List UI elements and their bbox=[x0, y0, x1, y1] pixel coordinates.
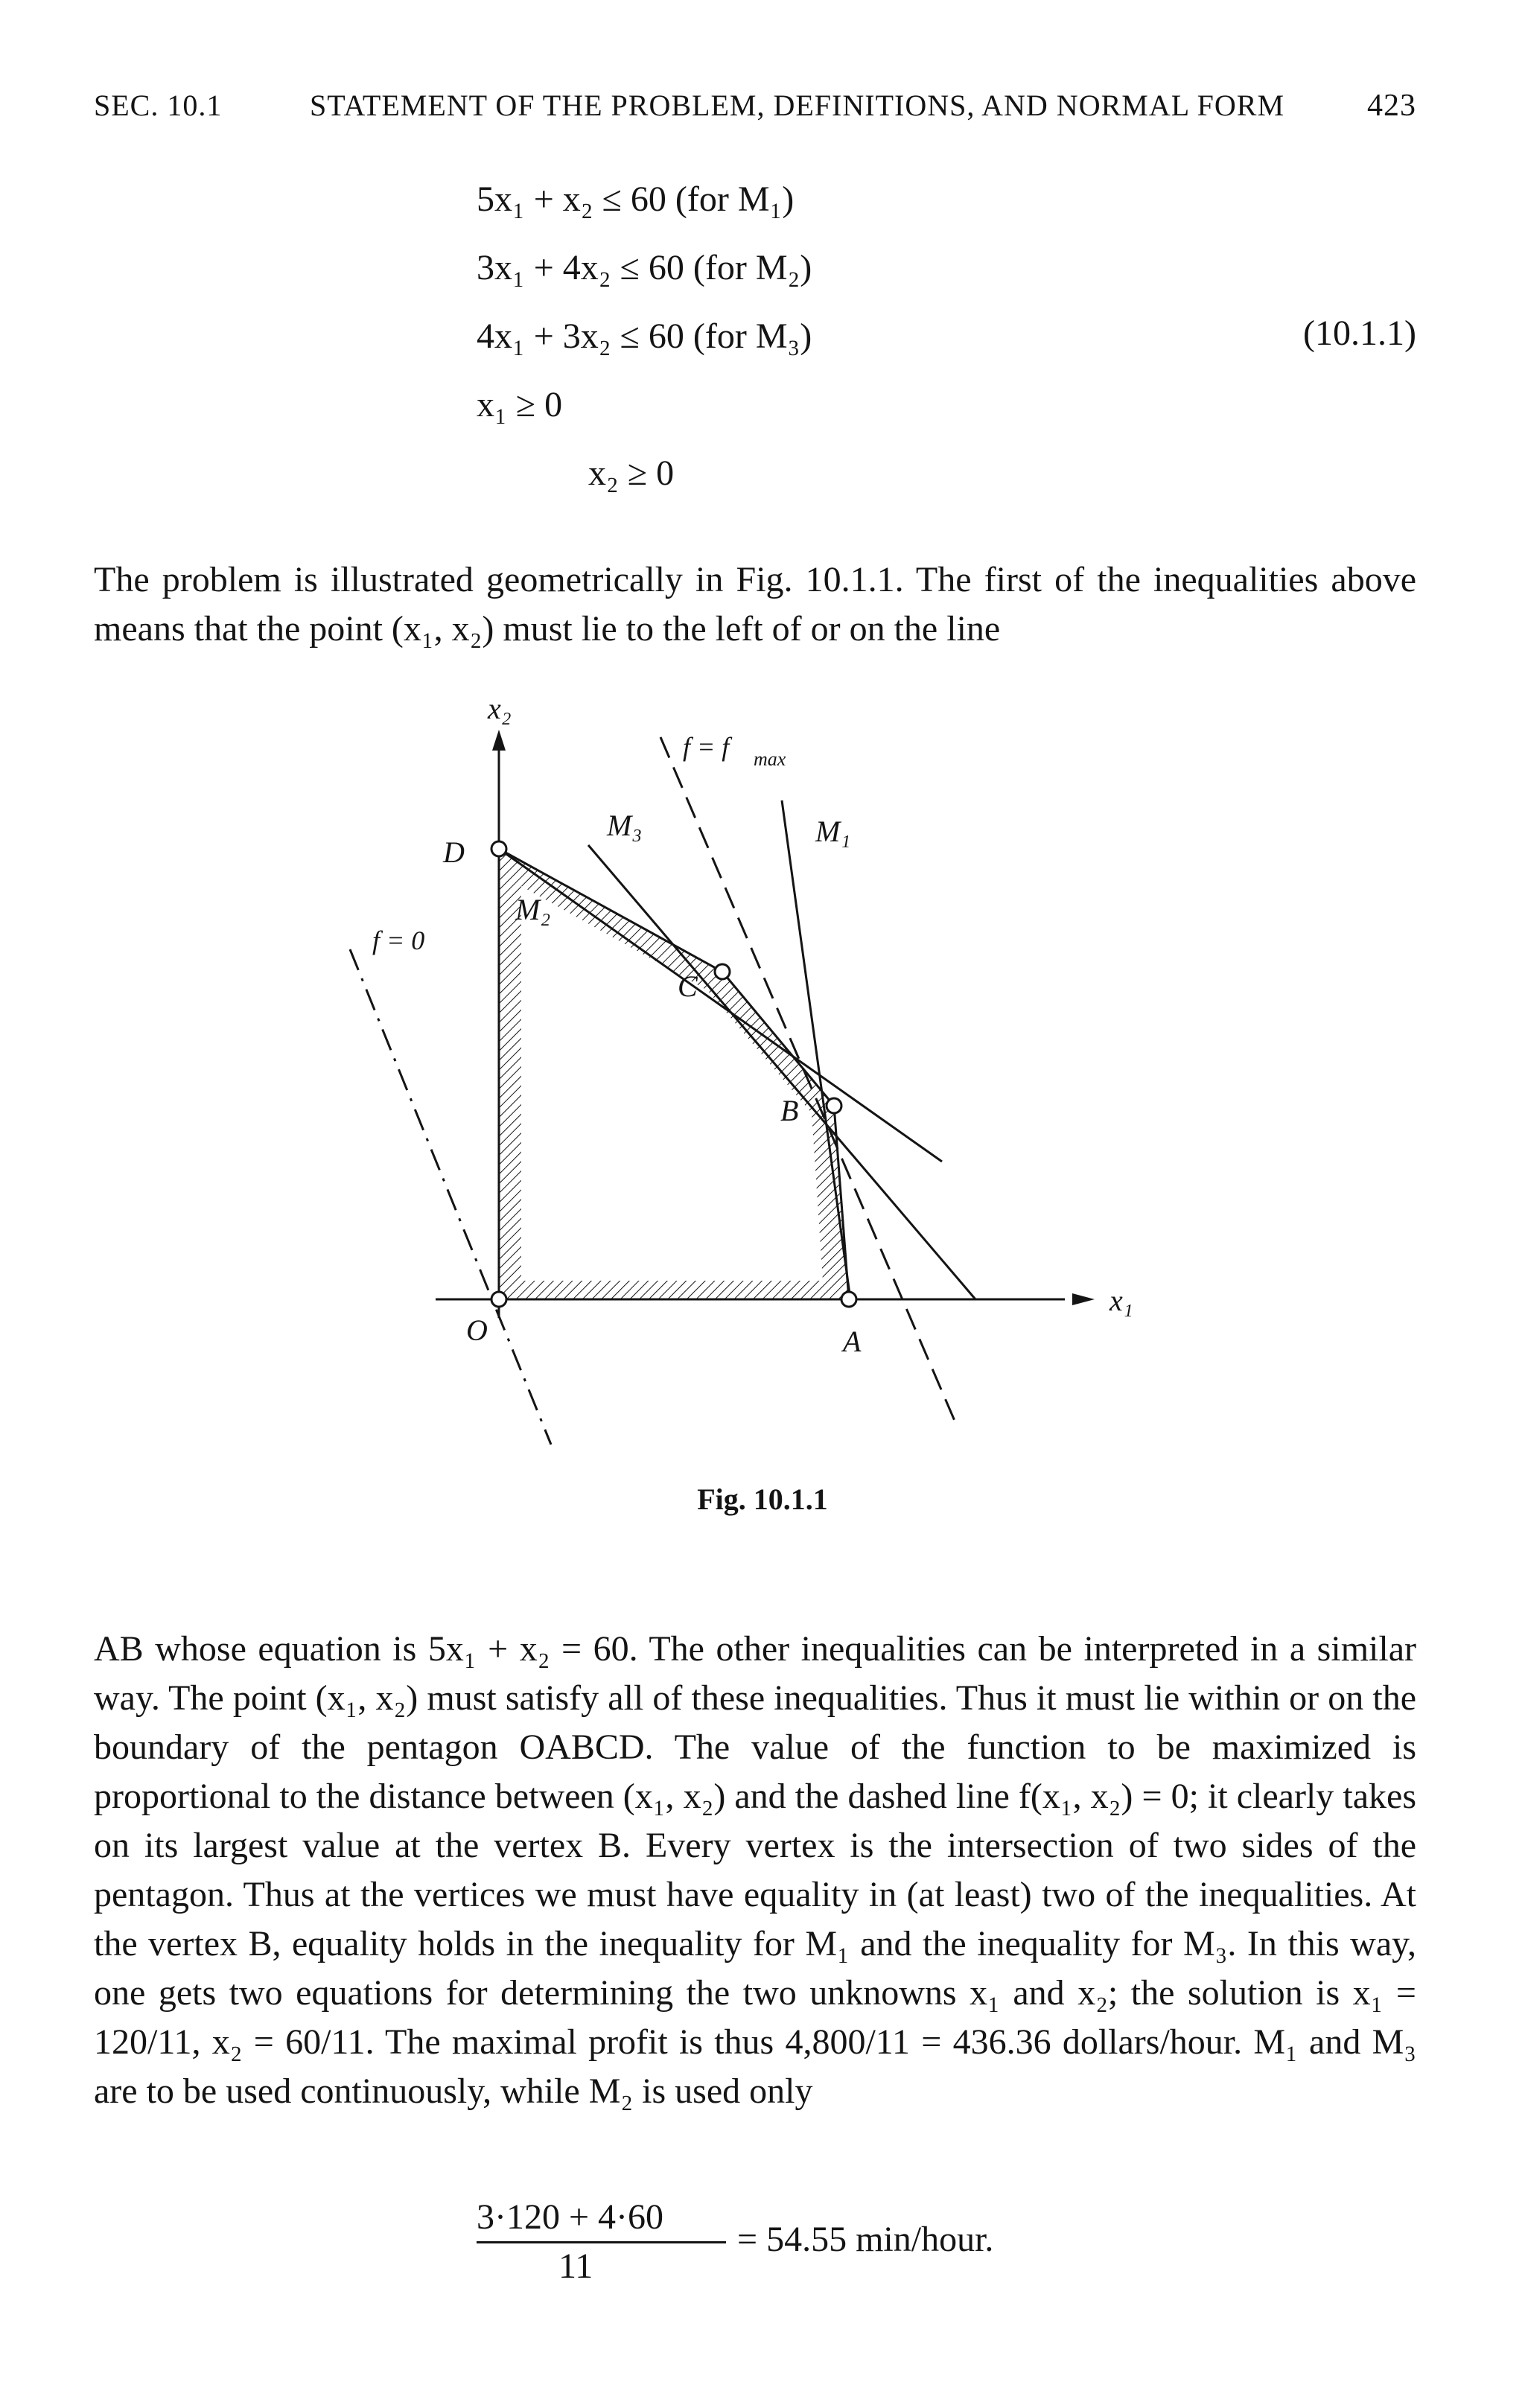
inequality-m1: 5x₁ + x₂ ≤ 60 (for M₁) bbox=[477, 179, 795, 219]
label-m2: M₂ bbox=[515, 893, 551, 926]
vertex-d bbox=[491, 841, 506, 856]
inequality-x1: x₁ ≥ 0 bbox=[477, 385, 563, 424]
vertex-a bbox=[841, 1292, 856, 1307]
section-label: SEC. 10.1 bbox=[94, 89, 223, 122]
figure-caption: Fig. 10.1.1 bbox=[697, 1482, 828, 1516]
label-m1: M₁ bbox=[815, 815, 851, 848]
formula-numerator: 3·120 + 4·60 bbox=[477, 2197, 664, 2237]
label-x2-axis: x₂ bbox=[488, 692, 512, 725]
label-f-max: f = f bbox=[683, 732, 730, 762]
label-f-zero: f = 0 bbox=[372, 926, 425, 955]
page-number: 423 bbox=[1367, 89, 1416, 123]
inequality-m2: 3x₁ + 4x₂ ≤ 60 (for M₂) bbox=[477, 248, 812, 287]
chapter-title: STATEMENT OF THE PROBLEM, DEFINITIONS, AND NORMAL FORM bbox=[310, 89, 1285, 122]
running-header bbox=[94, 88, 1416, 133]
inequality-x2: x₂ ≥ 0 bbox=[588, 453, 675, 493]
x2-axis-arrow bbox=[492, 730, 506, 751]
equation-number: (10.1.1) bbox=[1303, 313, 1416, 353]
usage-formula bbox=[477, 2197, 1147, 2308]
label-a: A bbox=[843, 1325, 862, 1358]
label-c: C bbox=[678, 969, 698, 1003]
inequality-m3: 4x₁ + 3x₂ ≤ 60 (for M₃) bbox=[477, 316, 812, 356]
x1-axis-arrow bbox=[1072, 1293, 1095, 1305]
label-x1-axis: x₁ bbox=[1109, 1284, 1133, 1317]
hatched-boundary bbox=[499, 849, 849, 1299]
formula-result: = 54.55 min/hour. bbox=[737, 2220, 994, 2259]
label-f-max-sub: max bbox=[754, 748, 786, 770]
feasible-region-figure bbox=[320, 670, 1214, 1459]
label-o: O bbox=[466, 1313, 488, 1347]
vertex-c bbox=[715, 964, 730, 979]
label-d: D bbox=[443, 835, 465, 869]
vertex-b bbox=[827, 1098, 841, 1113]
paragraph-intro: The problem is illustrated geometrically in Fig. 10.1.1. The first of the inequalities above means that the point (x₁, x₂) must lie to the left of or on the line bbox=[94, 560, 1416, 649]
vertex-o bbox=[491, 1292, 506, 1307]
fraction-bar bbox=[477, 2241, 726, 2243]
formula-denominator: 11 bbox=[558, 2246, 593, 2286]
label-b: B bbox=[780, 1094, 799, 1127]
label-m3: M₃ bbox=[607, 809, 643, 842]
paragraph-explanation: AB whose equation is 5x₁ + x₂ = 60. The other inequalities can be interpreted in a similar way. The point (x₁, x₂) must satisfy all of these inequalities. Thus it must lie within or on the boundary of the pentagon OABCD. The value of the function to be maximized is proportional to the distance between (x₁, x₂) and the dashed line f(x₁, x₂) = 0; it clearly takes on its largest value at the vertex B. Every vertex is the intersection of two sides of the pentagon. Thus at the vertices we must have equality in (at least) two of the inequalities. At the vertex B, equality holds in the inequality for M₁ and the inequality for M₃. In this way, one gets two equations for determining the two unknowns x₁ and x₂; the solution is x₁ = 120/11, x₂ = 60/11. The maximal profit is thus 4,800/11 = 436.36 dollars/hour. M₁ and M₃ are to be used continuously, while M₂ is used only bbox=[94, 1629, 1416, 2111]
